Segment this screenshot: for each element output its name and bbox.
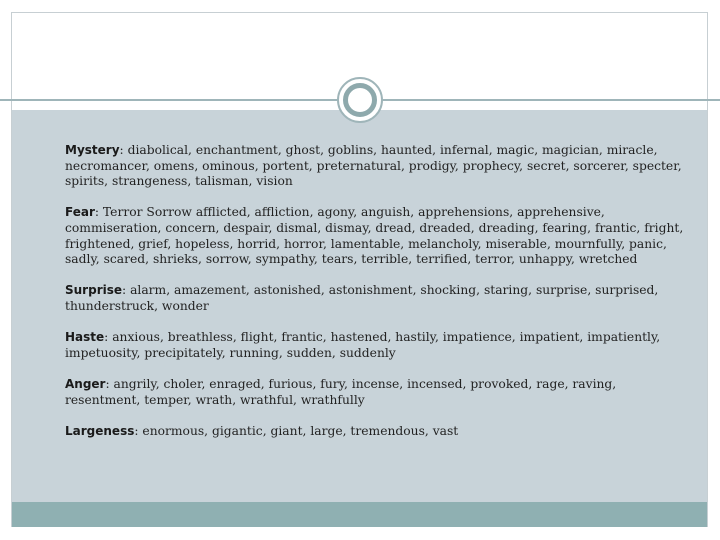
category-words: : diabolical, enchantment, ghost, goblins, haunted, infernal, magic, magician, miracle, necromancer, omens, ominous, portent, preternatural, prodigy, prophecy, secret, sorcerer, specter, spirits, strangeness, talisman, vision xyxy=(65,143,682,189)
footer-bar xyxy=(12,502,707,527)
list-item-mystery xyxy=(65,143,690,190)
list-item-surprise xyxy=(65,283,690,314)
category-words: : Terror Sorrow afflicted, affliction, agony, anguish, apprehensions, apprehensive, commiseration, concern, despair, dismal, dismay, dread, dreaded, dreading, fearing, frantic, fright, frightened, grief, hopeless, horrid, horror, lamentable, melancholy, miserable, mournfully, panic, sadly, scared, shrieks, sorrow, sympathy, tears, terrible, terrified, terror, unhappy, wretched xyxy=(65,205,684,267)
circle-ornament-icon xyxy=(337,77,383,123)
category-label: Haste xyxy=(65,330,105,345)
category-label: Fear xyxy=(65,205,95,220)
list-item-fear xyxy=(65,205,690,267)
category-words: : anxious, breathless, flight, frantic, hastened, hastily, impatience, impatient, impatiently, impetuosity, precipitately, running, sudden, suddenly xyxy=(65,330,661,360)
category-label: Mystery xyxy=(65,143,120,157)
list-item-haste xyxy=(65,330,690,361)
category-label: Largeness xyxy=(65,423,135,438)
category-words: : alarm, amazement, astonished, astonishment, shocking, staring, surprise, surprised, thunderstruck, wonder xyxy=(65,283,659,313)
category-words: : angrily, choler, enraged, furious, fury, incense, incensed, provoked, rage, raving, resentment, temper, wrath, wrathful, wrathfully xyxy=(65,376,617,407)
category-label: Surprise xyxy=(65,283,123,298)
word-category-list xyxy=(65,143,690,455)
category-words: : enormous, gigantic, giant, large, tremendous, vast xyxy=(134,423,459,438)
list-item-anger xyxy=(65,377,690,408)
category-label: Anger xyxy=(65,376,106,391)
list-item-largeness xyxy=(65,424,690,440)
